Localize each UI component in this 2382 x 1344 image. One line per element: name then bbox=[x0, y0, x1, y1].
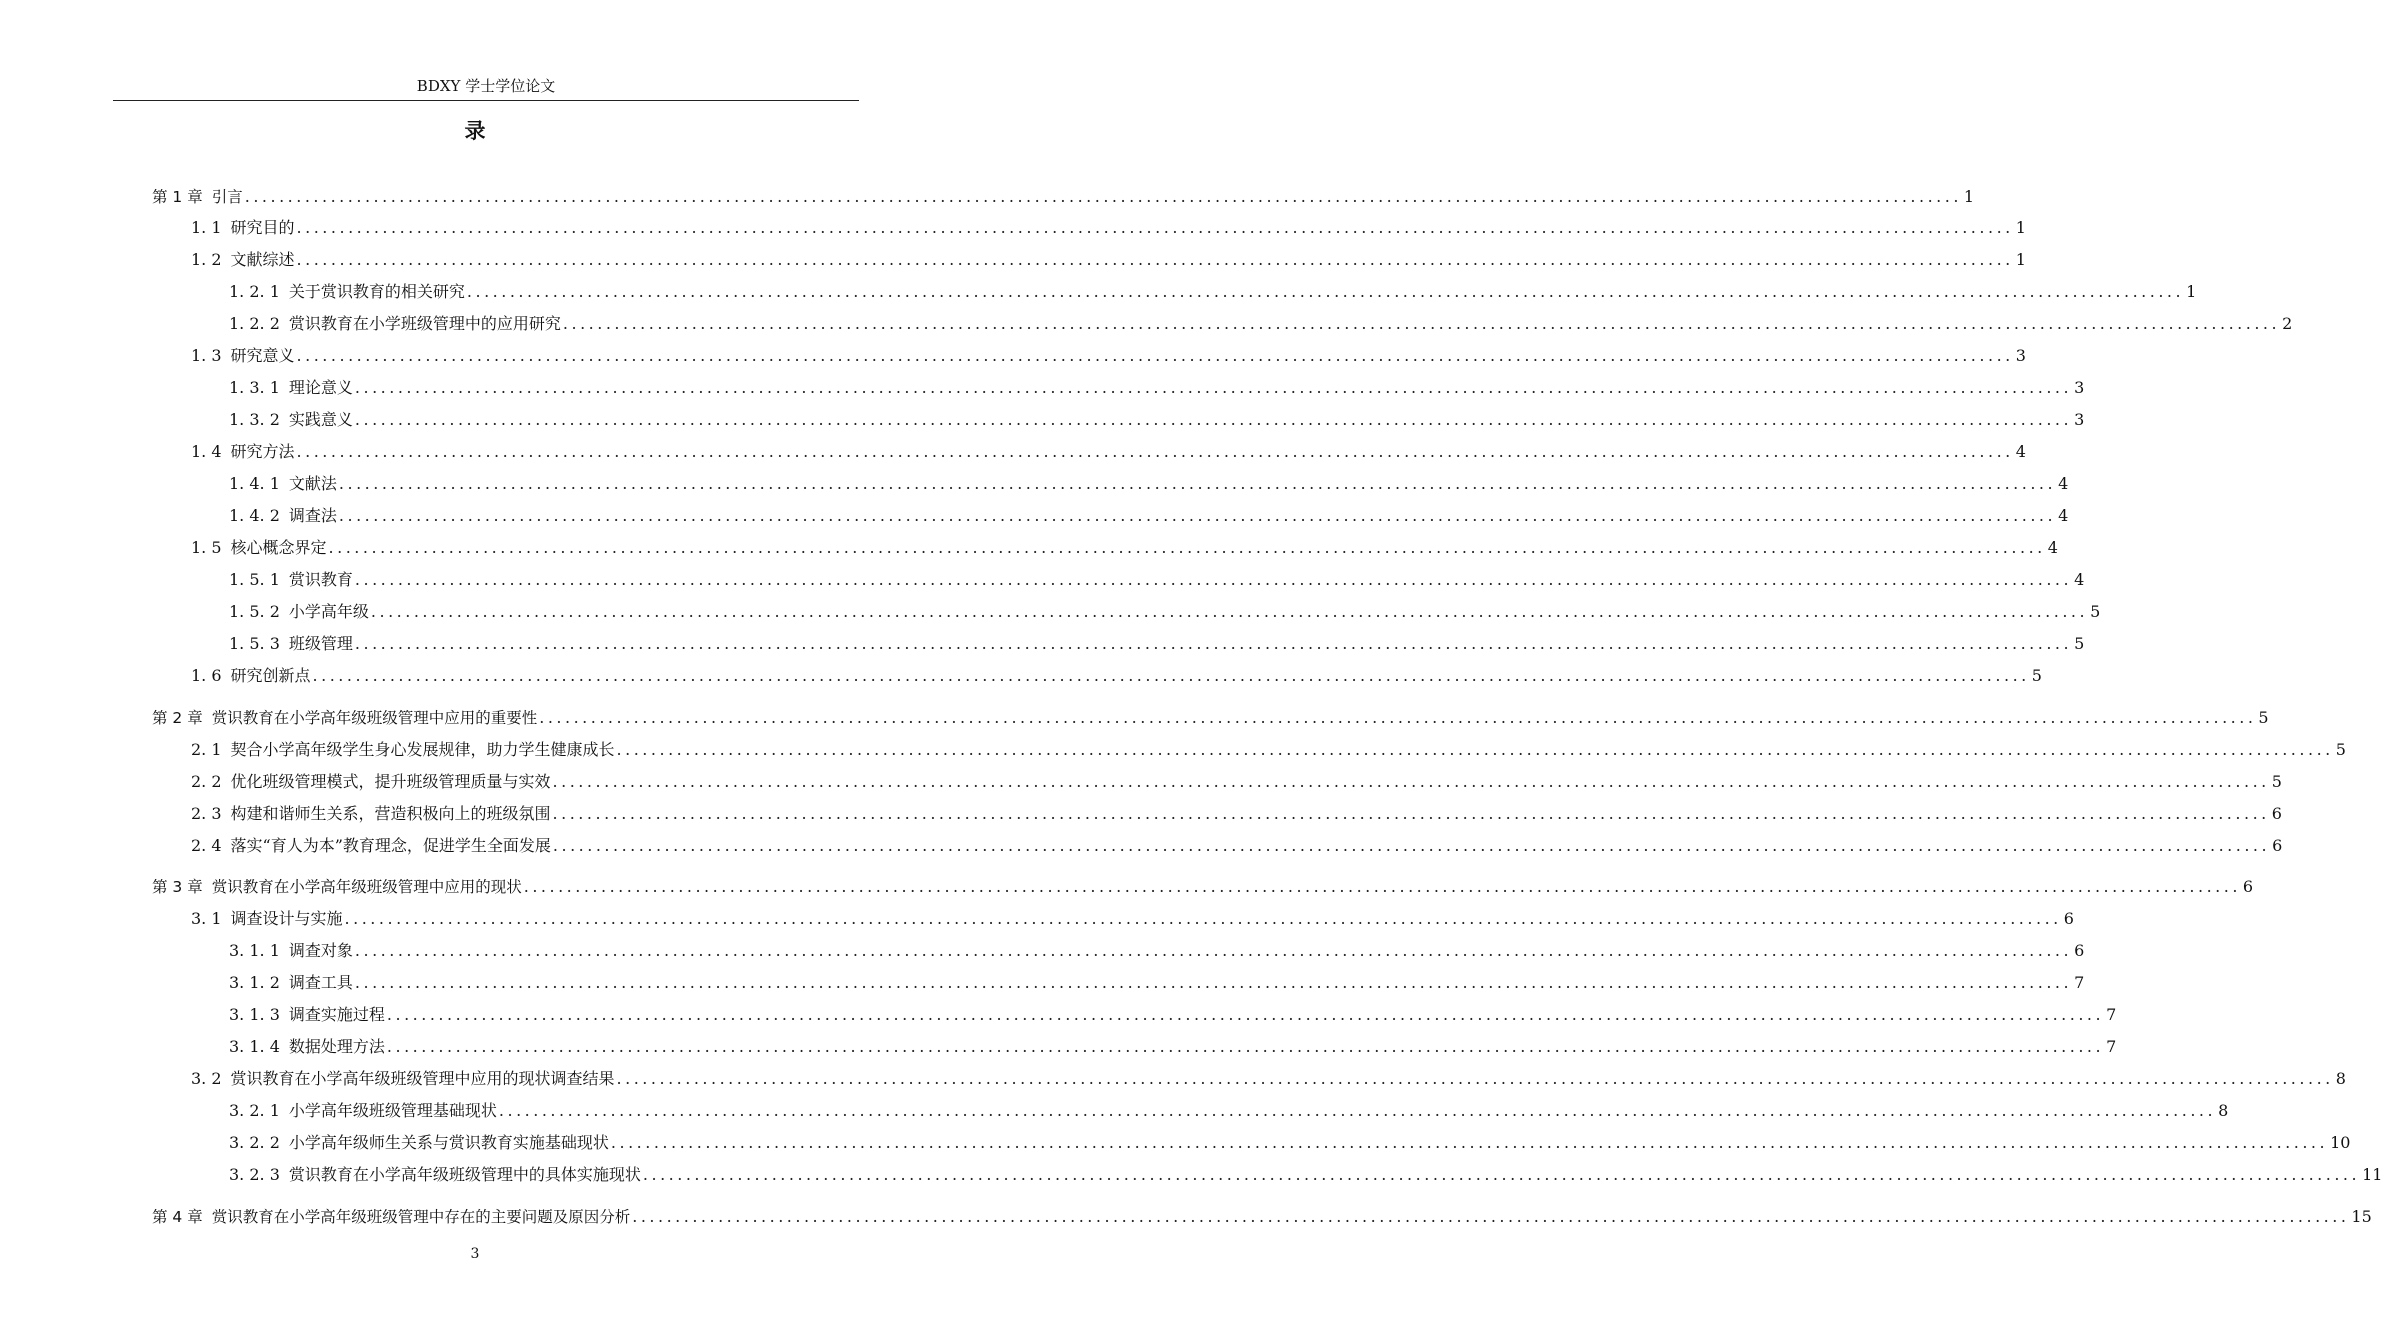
toc-entry-page: 1 bbox=[2186, 282, 2197, 301]
toc-entry-number: 3. 2. 2 bbox=[229, 1133, 280, 1152]
toc-leader-dots: ........................................................................................................................................................................................................ bbox=[328, 538, 2046, 557]
toc-leader-dots: ........................................................................................................................................................................................................ bbox=[354, 973, 2073, 992]
toc-entry[interactable] bbox=[229, 407, 2085, 433]
toc-leader-dots: ........................................................................................................................................................................................................ bbox=[296, 442, 2014, 461]
toc-entry-page: 4 bbox=[2058, 506, 2069, 525]
toc-entry-page: 8 bbox=[2335, 1069, 2346, 1088]
toc-entry-number: 3. 1. 4 bbox=[229, 1037, 280, 1056]
toc-entry-number: 1. 4. 1 bbox=[229, 474, 280, 493]
toc-leader-dots: ........................................................................................................................................................................................................ bbox=[354, 570, 2073, 589]
toc-entry-number: 第 3 章 bbox=[152, 878, 203, 896]
toc-entry-page: 4 bbox=[2047, 538, 2058, 557]
toc-entry-page: 6 bbox=[2074, 941, 2085, 960]
toc-entry-title: 研究目的 bbox=[230, 218, 295, 237]
toc-entry-number: 1. 1 bbox=[191, 218, 222, 237]
toc-entry[interactable] bbox=[229, 599, 2101, 625]
toc-entry[interactable] bbox=[229, 567, 2085, 593]
toc-entry-page: 10 bbox=[2330, 1133, 2351, 1152]
toc-leader-dots: ........................................................................................................................................................................................................ bbox=[354, 634, 2073, 653]
toc-entry-title: 核心概念界定 bbox=[230, 538, 327, 557]
toc-entry-number: 1. 3. 1 bbox=[229, 378, 280, 397]
toc-entry-number: 1. 3. 2 bbox=[229, 410, 280, 429]
toc-entry-number: 1. 2 bbox=[191, 250, 222, 269]
toc-entry-number: 3. 1. 1 bbox=[229, 941, 280, 960]
toc-leader-dots: ........................................................................................................................................................................................................ bbox=[498, 1101, 2217, 1120]
toc-entry-title: 优化班级管理模式，提升班级管理质量与实效 bbox=[230, 772, 551, 791]
toc-leader-dots: ........................................................................................................................................................................................................ bbox=[370, 602, 2089, 621]
toc-chapter-entry[interactable] bbox=[152, 1204, 2372, 1230]
toc-entry-page: 5 bbox=[2074, 634, 2085, 653]
toc-entry[interactable] bbox=[229, 970, 2085, 996]
toc-entry-title: 赏识教育在小学高年级班级管理中应用的现状调查结果 bbox=[230, 1069, 615, 1088]
toc-entry-number: 1. 2. 1 bbox=[229, 282, 280, 301]
toc-entry-title: 实践意义 bbox=[288, 410, 353, 429]
toc-entry[interactable] bbox=[191, 801, 2282, 827]
toc-entry-page: 6 bbox=[2242, 877, 2254, 896]
toc-entry-page: 6 bbox=[2272, 836, 2283, 855]
toc-entry-number: 2. 4 bbox=[191, 836, 222, 855]
toc-entry-title: 调查法 bbox=[288, 506, 337, 525]
toc-entry-number: 第 1 章 bbox=[152, 188, 203, 206]
toc-chapter-entry[interactable] bbox=[152, 705, 2269, 731]
toc-entry-page: 4 bbox=[2058, 474, 2069, 493]
toc-entry-page: 2 bbox=[2282, 314, 2293, 333]
toc-entry-number: 1. 5. 1 bbox=[229, 570, 280, 589]
toc-leader-dots: ........................................................................................................................................................................................................ bbox=[296, 218, 2014, 237]
toc-entry-number: 3. 1. 3 bbox=[229, 1005, 280, 1024]
toc-entry[interactable] bbox=[191, 343, 2026, 369]
toc-entry[interactable] bbox=[191, 1066, 2346, 1092]
toc-entry-title: 小学高年级 bbox=[288, 602, 369, 621]
toc-entry-title: 构建和谐师生关系，营造积极向上的班级氛围 bbox=[230, 804, 551, 823]
toc-entry-page: 5 bbox=[2090, 602, 2101, 621]
toc-entry-title: 研究创新点 bbox=[230, 666, 311, 685]
toc-entry-title: 调查对象 bbox=[288, 941, 353, 960]
toc-entry-title: 赏识教育在小学高年级班级管理中应用的现状 bbox=[211, 878, 522, 896]
toc-entry-title: 研究意义 bbox=[230, 346, 295, 365]
toc-entry[interactable] bbox=[191, 215, 2026, 241]
toc-entry-title: 文献综述 bbox=[230, 250, 295, 269]
toc-entry-number: 1. 4 bbox=[191, 442, 222, 461]
toc-leader-dots: ........................................................................................................................................................................................................ bbox=[616, 1069, 2334, 1088]
toc-entry-page: 11 bbox=[2362, 1165, 2382, 1184]
page-number: 3 bbox=[470, 1246, 480, 1262]
toc-entry-page: 7 bbox=[2106, 1005, 2117, 1024]
toc-leader-dots: ........................................................................................................................................................................................................ bbox=[296, 250, 2014, 269]
toc-entry-title: 契合小学高年级学生身心发展规律，助力学生健康成长 bbox=[230, 740, 615, 759]
toc-entry-number: 3. 1. 2 bbox=[229, 973, 280, 992]
toc-entry[interactable] bbox=[229, 471, 2069, 497]
toc-entry-page: 5 bbox=[2031, 666, 2042, 685]
toc-leader-dots: ........................................................................................................................................................................................................ bbox=[338, 506, 2057, 525]
toc-chapter-entry[interactable] bbox=[152, 874, 2254, 900]
toc-leader-dots: ........................................................................................................................................................................................................ bbox=[296, 346, 2014, 365]
toc-leader-dots: ........................................................................................................................................................................................................ bbox=[338, 474, 2057, 493]
toc-entry-number: 1. 6 bbox=[191, 666, 222, 685]
toc-entry[interactable] bbox=[229, 1130, 2351, 1156]
toc-entry-page: 4 bbox=[2074, 570, 2085, 589]
toc-entry-page: 1 bbox=[1963, 187, 1975, 206]
toc-entry-title: 调查工具 bbox=[288, 973, 353, 992]
toc-entry[interactable] bbox=[229, 1098, 2229, 1124]
toc-leader-dots: ........................................................................................................................................................................................................ bbox=[386, 1037, 2105, 1056]
toc-entry-title: 研究方法 bbox=[230, 442, 295, 461]
toc-entry-number: 3. 2. 1 bbox=[229, 1101, 280, 1120]
toc-leader-dots: ........................................................................................................................................................................................................ bbox=[386, 1005, 2105, 1024]
toc-leader-dots: ........................................................................................................................................................................................................ bbox=[466, 282, 2185, 301]
toc-entry-title: 引言 bbox=[211, 188, 243, 206]
toc-entry-title: 赏识教育在小学高年级班级管理中存在的主要问题及原因分析 bbox=[211, 1208, 631, 1226]
toc-leader-dots: ........................................................................................................................................................................................................ bbox=[632, 1207, 2350, 1226]
toc-entry-title: 落实“育人为本”教育理念，促进学生全面发展 bbox=[230, 836, 551, 855]
toc-leader-dots: ........................................................................................................................................................................................................ bbox=[354, 941, 2073, 960]
toc-entry[interactable] bbox=[191, 247, 2026, 273]
toc-entry[interactable] bbox=[229, 375, 2085, 401]
toc-entry-number: 2. 1 bbox=[191, 740, 222, 759]
toc-entry[interactable] bbox=[191, 833, 2283, 859]
toc-leader-dots: ........................................................................................................................................................................................................ bbox=[539, 708, 2257, 727]
toc-entry-title: 数据处理方法 bbox=[288, 1037, 385, 1056]
toc-entry-number: 3. 1 bbox=[191, 909, 222, 928]
toc-entry-number: 3. 2. 3 bbox=[229, 1165, 280, 1184]
toc-entry-page: 3 bbox=[2015, 346, 2026, 365]
toc-entry[interactable] bbox=[191, 769, 2282, 795]
toc-entry[interactable] bbox=[191, 535, 2058, 561]
toc-leader-dots: ........................................................................................................................................................................................................ bbox=[562, 314, 2281, 333]
toc-entry[interactable] bbox=[229, 279, 2197, 305]
toc-entry-page: 7 bbox=[2106, 1037, 2117, 1056]
toc-entry-title: 理论意义 bbox=[288, 378, 353, 397]
toc-entry-number: 1. 5. 2 bbox=[229, 602, 280, 621]
toc-leader-dots: ........................................................................................................................................................................................................ bbox=[312, 666, 2030, 685]
toc-entry-title: 赏识教育 bbox=[288, 570, 353, 589]
toc-entry[interactable] bbox=[229, 1034, 2117, 1060]
toc-entry-title: 班级管理 bbox=[288, 634, 353, 653]
toc-entry[interactable] bbox=[191, 439, 2026, 465]
toc-entry-page: 3 bbox=[2074, 378, 2085, 397]
toc-entry[interactable] bbox=[229, 1162, 2382, 1188]
toc-entry-number: 第 4 章 bbox=[152, 1208, 203, 1226]
toc-leader-dots: ........................................................................................................................................................................................................ bbox=[344, 909, 2062, 928]
toc-entry-page: 15 bbox=[2351, 1207, 2372, 1226]
toc-entry-number: 1. 2. 2 bbox=[229, 314, 280, 333]
toc-entry[interactable] bbox=[191, 906, 2074, 932]
toc-entry-number: 2. 2 bbox=[191, 772, 222, 791]
toc-entry[interactable] bbox=[191, 737, 2346, 763]
toc-leader-dots: ........................................................................................................................................................................................................ bbox=[610, 1133, 2329, 1152]
toc-entry-title: 小学高年级班级管理基础现状 bbox=[288, 1101, 497, 1120]
toc-entry-page: 5 bbox=[2258, 708, 2269, 727]
toc-leader-dots: ........................................................................................................................................................................................................ bbox=[552, 836, 2271, 855]
toc-entry-number: 1. 5. 3 bbox=[229, 634, 280, 653]
toc-leader-dots: ........................................................................................................................................................................................................ bbox=[552, 772, 2270, 791]
toc-leader-dots: ........................................................................................................................................................................................................ bbox=[552, 804, 2270, 823]
toc-entry-page: 6 bbox=[2063, 909, 2074, 928]
toc-entry-page: 5 bbox=[2271, 772, 2282, 791]
toc-entry-page: 8 bbox=[2218, 1101, 2229, 1120]
toc-leader-dots: ........................................................................................................................................................................................................ bbox=[244, 187, 1962, 206]
toc-entry-number: 1. 3 bbox=[191, 346, 222, 365]
toc-entry-page: 3 bbox=[2074, 410, 2085, 429]
toc-leader-dots: ........................................................................................................................................................................................................ bbox=[354, 410, 2073, 429]
page-header bbox=[113, 74, 859, 101]
toc-entry-number: 第 2 章 bbox=[152, 709, 203, 727]
toc-entry-title: 赏识教育在小学班级管理中的应用研究 bbox=[288, 314, 561, 333]
toc-entry-title: 文献法 bbox=[288, 474, 337, 493]
toc-leader-dots: ........................................................................................................................................................................................................ bbox=[523, 877, 2241, 896]
toc-entry[interactable] bbox=[229, 938, 2085, 964]
toc-entry-page: 1 bbox=[2015, 250, 2026, 269]
toc-entry-title: 调查实施过程 bbox=[288, 1005, 385, 1024]
toc-entry-title: 调查设计与实施 bbox=[230, 909, 343, 928]
toc-entry[interactable] bbox=[229, 311, 2293, 337]
toc-title: 录 bbox=[464, 119, 486, 143]
page-footer bbox=[0, 1244, 950, 1264]
toc-entry-page: 4 bbox=[2015, 442, 2026, 461]
toc-chapter-entry[interactable] bbox=[152, 184, 1975, 210]
toc-entry-number: 3. 2 bbox=[191, 1069, 222, 1088]
toc-leader-dots: ........................................................................................................................................................................................................ bbox=[616, 740, 2334, 759]
toc-entry-title: 赏识教育在小学高年级班级管理中的具体实施现状 bbox=[288, 1165, 641, 1184]
toc-leader-dots: ........................................................................................................................................................................................................ bbox=[642, 1165, 2361, 1184]
toc-entry-title: 关于赏识教育的相关研究 bbox=[288, 282, 465, 301]
toc-entry-title: 赏识教育在小学高年级班级管理中应用的重要性 bbox=[211, 709, 538, 727]
toc-entry-page: 6 bbox=[2271, 804, 2282, 823]
toc-entry-title: 小学高年级师生关系与赏识教育实施基础现状 bbox=[288, 1133, 609, 1152]
toc-entry-page: 7 bbox=[2074, 973, 2085, 992]
toc-leader-dots: ........................................................................................................................................................................................................ bbox=[354, 378, 2073, 397]
toc-entry[interactable] bbox=[229, 1002, 2117, 1028]
toc-entry-page: 5 bbox=[2335, 740, 2346, 759]
toc-entry-page: 1 bbox=[2015, 218, 2026, 237]
toc-entry-number: 1. 5 bbox=[191, 538, 222, 557]
toc-entry[interactable] bbox=[229, 631, 2085, 657]
toc-entry[interactable] bbox=[191, 663, 2042, 689]
toc-entry-number: 2. 3 bbox=[191, 804, 222, 823]
header-text: BDXY 学士学位论文 bbox=[416, 77, 556, 95]
toc-entry[interactable] bbox=[229, 503, 2069, 529]
toc-entry-number: 1. 4. 2 bbox=[229, 506, 280, 525]
